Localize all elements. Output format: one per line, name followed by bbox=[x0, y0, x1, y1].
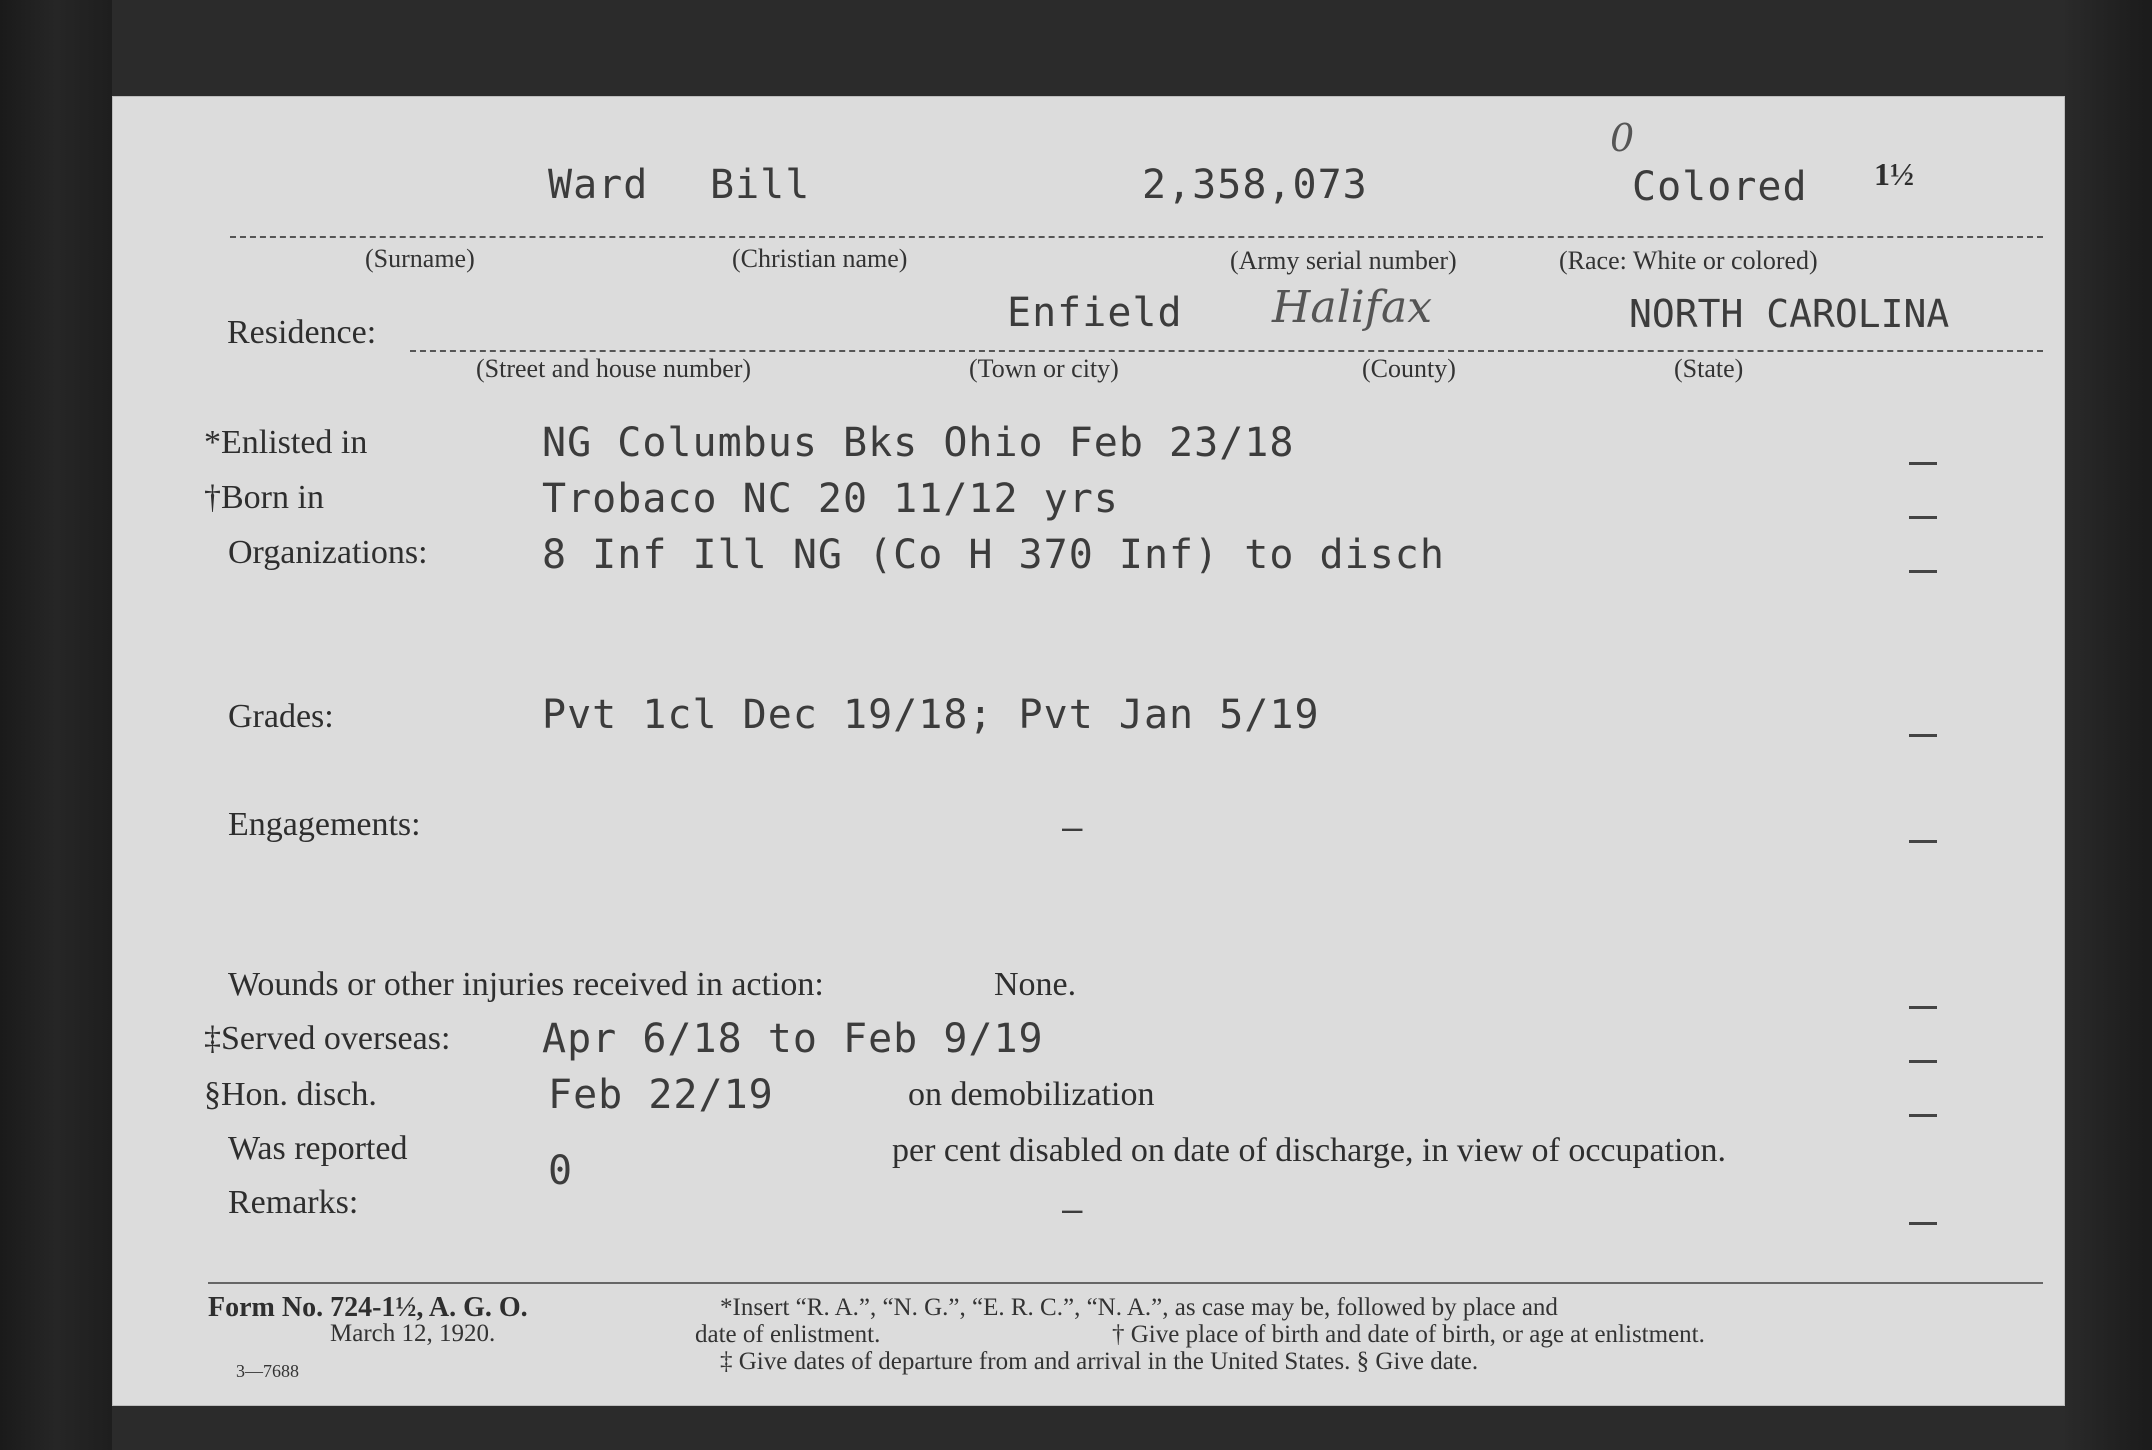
residence-label: Residence: bbox=[227, 314, 377, 351]
served-overseas-value: Apr 6/18 to Feb 9/19 bbox=[542, 1016, 1044, 1062]
wounds-label: Wounds or other injuries received in action: bbox=[228, 966, 824, 1003]
state-label: (State) bbox=[1674, 354, 1744, 383]
serial-number-label: (Army serial number) bbox=[1230, 246, 1457, 275]
form-date: March 12, 1920. bbox=[330, 1320, 496, 1347]
race-value: Colored bbox=[1632, 164, 1808, 210]
enlisted-value: NG Columbus Bks Ohio Feb 23/18 bbox=[542, 420, 1295, 466]
footnote-overseas-dates: ‡ Give dates of departure from and arrival in the United States. § Give date. bbox=[720, 1348, 1479, 1375]
remarks-label: Remarks: bbox=[228, 1184, 359, 1221]
dash-mark-born bbox=[1909, 516, 1937, 519]
remarks-value: — bbox=[1062, 1190, 1084, 1230]
scan-border-right bbox=[2065, 0, 2152, 1450]
town-label: (Town or city) bbox=[969, 354, 1119, 383]
wounds-value: None. bbox=[994, 966, 1077, 1003]
dash-mark-organizations bbox=[1909, 570, 1937, 573]
print-code: 3—7688 bbox=[236, 1361, 299, 1381]
form-code-mark: 1½ bbox=[1874, 156, 1914, 192]
form-number: Form No. 724-1½, A. G. O. bbox=[208, 1292, 528, 1323]
surname-label: (Surname) bbox=[365, 244, 475, 273]
header-dashed-line bbox=[230, 236, 2043, 238]
was-reported-label: Was reported bbox=[228, 1130, 408, 1167]
footer-rule bbox=[208, 1282, 2043, 1284]
street-label: (Street and house number) bbox=[476, 354, 752, 383]
was-reported-value: 0 bbox=[548, 1148, 574, 1194]
disability-note: per cent disabled on date of discharge, in view of occupation. bbox=[892, 1132, 1726, 1169]
hon-disch-note: on demobilization bbox=[908, 1076, 1155, 1113]
residence-dashed-line bbox=[410, 350, 2043, 352]
footnote-birth: † Give place of birth and date of birth, or age at enlistment. bbox=[1112, 1321, 1705, 1348]
residence-county-handwritten: Halifax bbox=[1272, 282, 1433, 333]
footnote-insert: *Insert “R. A.”, “N. G.”, “E. R. C.”, “N. A.”, as case may be, followed by place and bbox=[720, 1294, 1558, 1321]
hon-disch-value: Feb 22/19 bbox=[548, 1072, 774, 1118]
serial-number-value: 2,358,073 bbox=[1142, 162, 1368, 208]
engagements-label: Engagements: bbox=[228, 806, 421, 843]
scan-border-left bbox=[0, 0, 112, 1450]
christian-name-label: (Christian name) bbox=[732, 244, 908, 273]
engagements-value: — bbox=[1062, 808, 1084, 848]
born-label: †Born in bbox=[204, 479, 324, 516]
hon-disch-label: §Hon. disch. bbox=[204, 1076, 377, 1113]
footnote-date-of-enlistment: date of enlistment. bbox=[695, 1321, 881, 1348]
dash-mark-enlisted bbox=[1909, 462, 1937, 465]
dash-mark-remarks bbox=[1909, 1222, 1937, 1225]
enlisted-label: *Enlisted in bbox=[204, 424, 368, 461]
dash-mark-overseas bbox=[1909, 1060, 1937, 1063]
dash-mark-wounds bbox=[1909, 1006, 1937, 1009]
born-value: Trobaco NC 20 11/12 yrs bbox=[542, 476, 1119, 522]
race-label: (Race: White or colored) bbox=[1559, 246, 1818, 275]
organizations-value: 8 Inf Ill NG (Co H 370 Inf) to disch bbox=[542, 532, 1445, 578]
surname-value: Ward bbox=[548, 162, 649, 208]
residence-town-value: Enfield bbox=[1007, 290, 1183, 336]
dash-mark-engagements bbox=[1909, 840, 1937, 843]
served-overseas-label: ‡Served overseas: bbox=[204, 1020, 451, 1057]
service-record-card bbox=[112, 96, 2065, 1406]
christian-name-value: Bill bbox=[710, 162, 811, 208]
county-label: (County) bbox=[1362, 354, 1456, 383]
organizations-label: Organizations: bbox=[228, 534, 428, 571]
grades-label: Grades: bbox=[228, 698, 334, 735]
dash-mark-grades bbox=[1909, 734, 1937, 737]
dash-mark-discharge bbox=[1909, 1114, 1937, 1117]
race-correction-mark: 0 bbox=[1610, 116, 1635, 160]
grades-value: Pvt 1cl Dec 19/18; Pvt Jan 5/19 bbox=[542, 692, 1320, 738]
residence-state-value: NORTH CAROLINA bbox=[1629, 292, 1950, 336]
